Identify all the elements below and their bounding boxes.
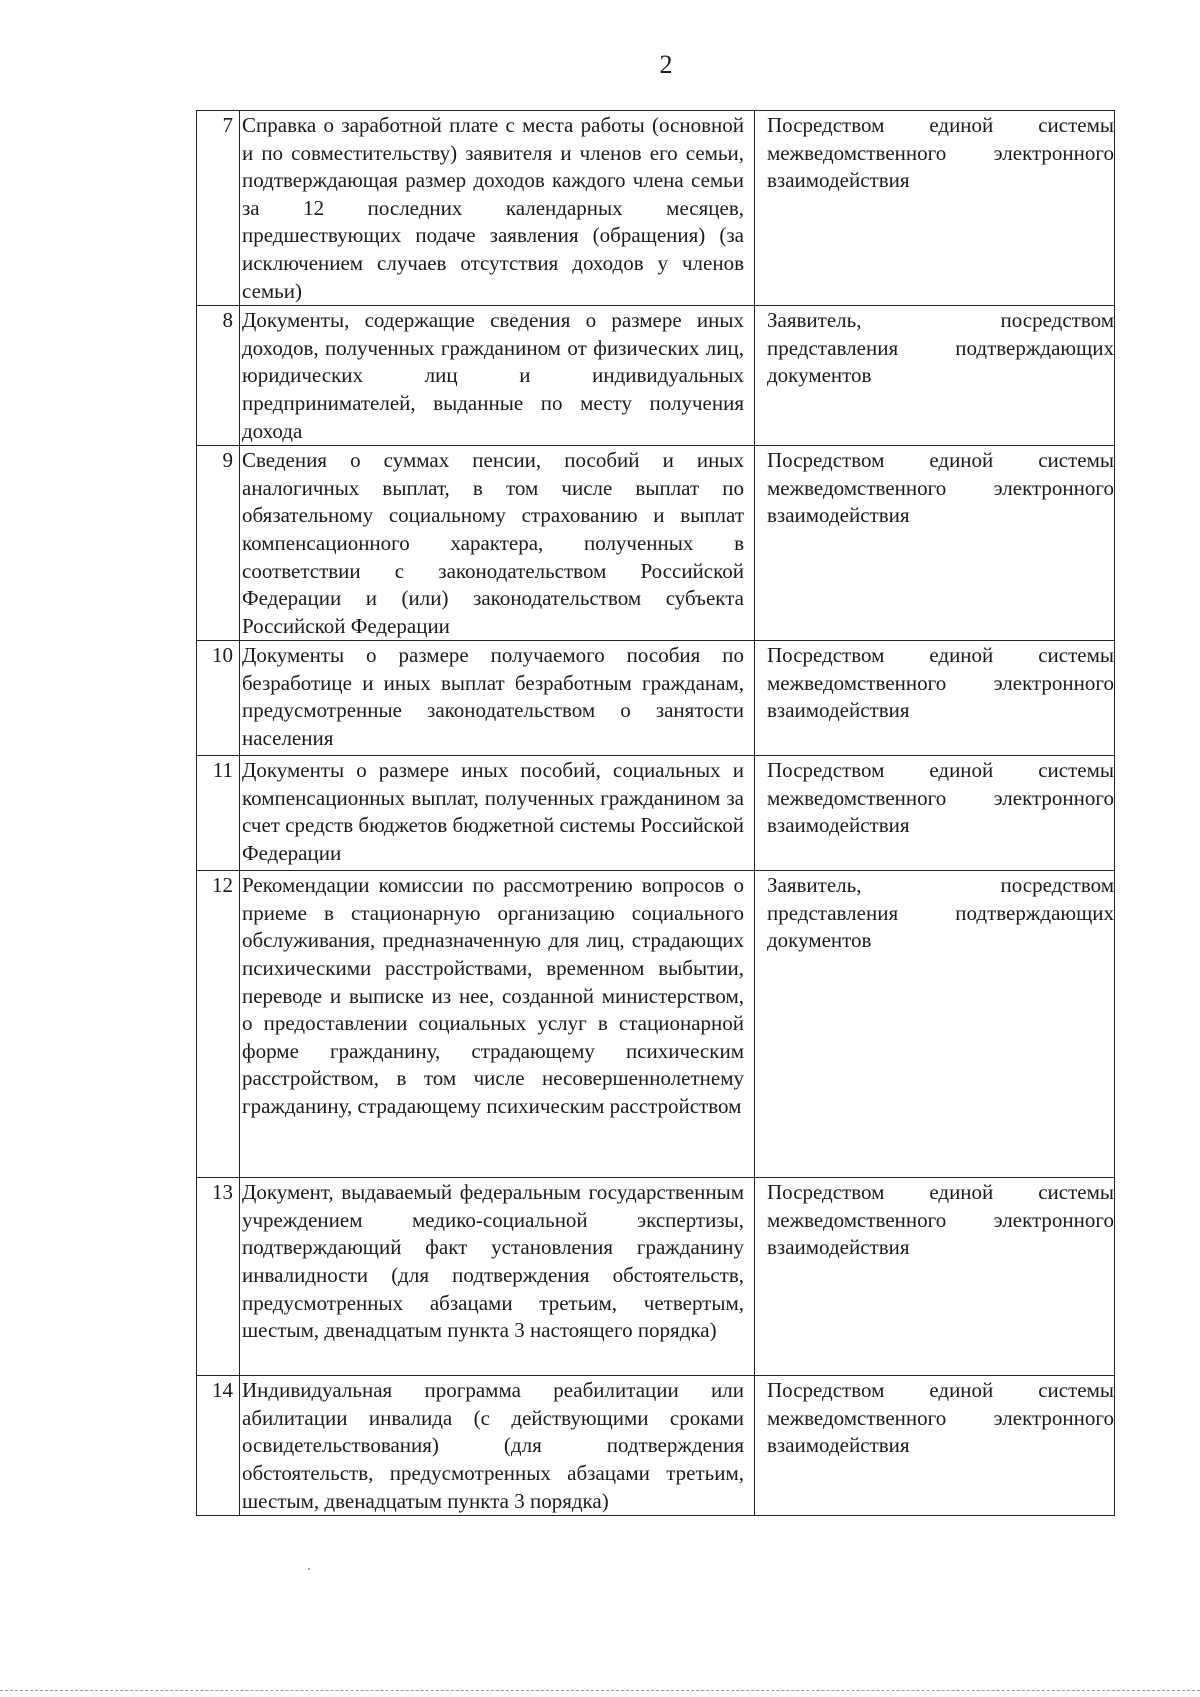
source-text: Посредством единой системы межведомственного электронного <box>767 643 1114 695</box>
row-number: 14 <box>197 1376 240 1516</box>
table-row <box>197 641 1115 756</box>
source-text: Посредством единой системы межведомственного электронного <box>767 1378 1114 1430</box>
source-text-end: взаимодействия <box>767 503 910 528</box>
document-description: Индивидуальная программа реабилитации или абилитации инвалида (с действующими сроками освидетельствования) (для подтверждения обстоятельств, предусмотренных абзацами третьим, шестым, двенадцатым пункта 3 порядка) <box>240 1376 755 1516</box>
document-source <box>755 446 1115 641</box>
source-text-end: взаимодействия <box>767 813 910 838</box>
row-number: 12 <box>197 871 240 1178</box>
row-number: 9 <box>197 446 240 641</box>
row-number: 7 <box>197 111 240 306</box>
source-text-end: документов <box>767 928 872 953</box>
source-text: Посредством единой системы межведомственного электронного <box>767 113 1114 165</box>
page-number: 2 <box>659 50 673 79</box>
document-description: Документ, выдаваемый федеральным государственным учреждением медико-социальной экспертизы, подтверждающий факт установления гражданину инвалидности (для подтверждения обстоятельств, предусмотренных абзацами третьим, четвертым, шестым, двенадцатым пункта 3 настоящего порядка) <box>240 1178 755 1376</box>
row-number: 8 <box>197 306 240 446</box>
source-text: Посредством единой системы межведомственного электронного <box>767 758 1114 810</box>
table-row <box>197 756 1115 871</box>
document-description: Рекомендации комиссии по рассмотрению вопросов о приеме в стационарную организацию социального обслуживания, предназначенную для лиц, страдающих психическими расстройствами, временном выбытии, переводе и выписке из нее, созданной министерством, о предоставлении социальных услуг в стационарной форме гражданину, страдающему психическим расстройством, в том числе несовершеннолетнему гражданину, страдающему психическим расстройством <box>240 871 755 1178</box>
document-source <box>755 111 1115 306</box>
document-source <box>755 756 1115 871</box>
table-row <box>197 871 1115 1178</box>
source-text-end: взаимодействия <box>767 1235 910 1260</box>
table-row <box>197 1376 1115 1516</box>
table-row <box>197 1178 1115 1376</box>
document-source <box>755 641 1115 756</box>
row-number: 11 <box>197 756 240 871</box>
document-description: Сведения о суммах пенсии, пособий и иных аналогичных выплат, в том числе выплат по обязательному социальному страхованию и выплат компенсационного характера, полученных в соответствии с законодательством Российской Федерации и (или) законодательством субъекта Российской Федерации <box>240 446 755 641</box>
document-source <box>755 871 1115 1178</box>
table-row <box>197 446 1115 641</box>
document-description: Документы о размере иных пособий, социальных и компенсационных выплат, полученных гражданином за счет средств бюджетов бюджетной системы Российской Федерации <box>240 756 755 871</box>
table-row <box>197 111 1115 306</box>
source-text-end: взаимодействия <box>767 168 910 193</box>
source-text-end: взаимодействия <box>767 1433 910 1458</box>
table-row <box>197 306 1115 446</box>
document-source <box>755 1376 1115 1516</box>
source-text: Посредством единой системы межведомственного электронного <box>767 448 1114 500</box>
document-description: Документы, содержащие сведения о размере иных доходов, полученных гражданином от физических лиц, юридических лиц и индивидуальных предпринимателей, выданные по месту получения дохода <box>240 306 755 446</box>
row-number: 10 <box>197 641 240 756</box>
document-source <box>755 306 1115 446</box>
source-text: Посредством единой системы межведомственного электронного <box>767 1180 1114 1232</box>
source-text: Заявитель, посредством представления подтверждающих <box>767 308 1114 360</box>
scan-speck <box>308 1568 310 1570</box>
document-source <box>755 1178 1115 1376</box>
source-text: Заявитель, посредством представления подтверждающих <box>767 873 1114 925</box>
document-description: Справка о заработной плате с места работы (основной и по совместительству) заявителя и членов его семьи, подтверждающая размер доходов каждого члена семьи за 12 последних календарных месяцев, предшествующих подаче заявления (обращения) (за исключением случаев отсутствия доходов у членов семьи) <box>240 111 755 306</box>
documents-table <box>196 110 1115 1516</box>
scan-edge-line <box>0 1690 1200 1691</box>
source-text-end: взаимодействия <box>767 698 910 723</box>
row-number: 13 <box>197 1178 240 1376</box>
document-description: Документы о размере получаемого пособия по безработице и иных выплат безработным гражданам, предусмотренные законодательством о занятости населения <box>240 641 755 756</box>
source-text-end: документов <box>767 363 872 388</box>
